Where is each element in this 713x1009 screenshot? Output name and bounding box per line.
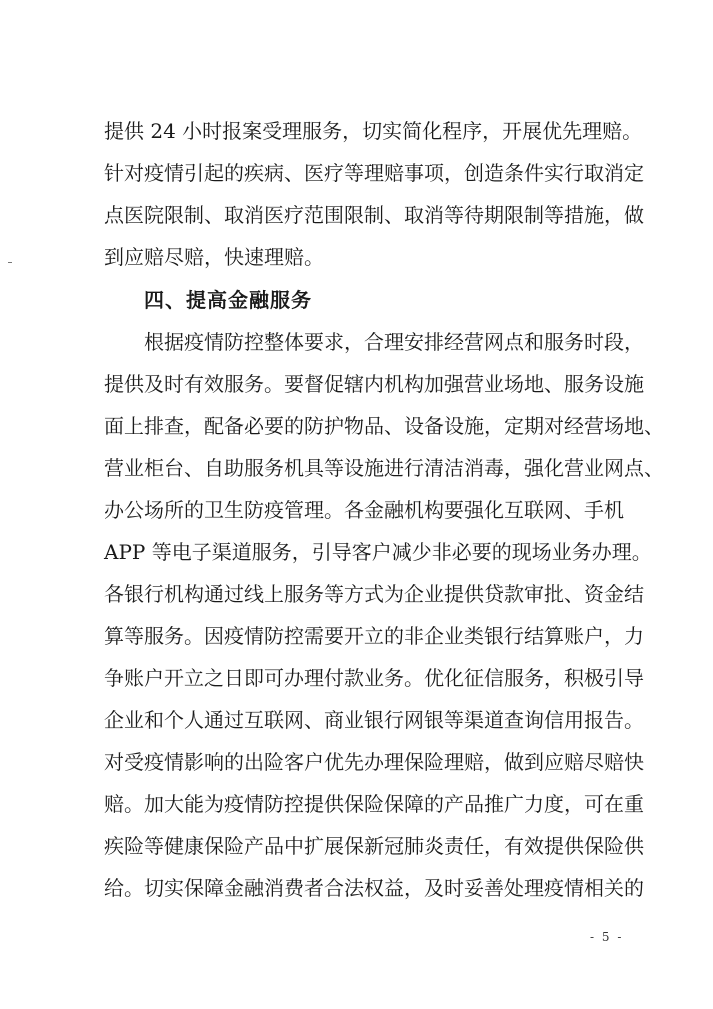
text-line: 点医院限制、取消医疗范围限制、取消等待期限制等措施，做 [104, 203, 644, 227]
text-line: 营业柜台、自助服务机具等设施进行清洁消毒，强化营业网点、 [104, 456, 664, 480]
page-number: - 5 - [590, 930, 624, 944]
text-line: 对受疫情影响的出险客户优先办理保险理赔，做到应赔尽赔快 [104, 750, 644, 774]
text-line: 提供 24 小时报案受理服务，切实简化程序，开展优先理赔。 [104, 119, 643, 143]
text-line: 面上排查，配备必要的防护物品、设备设施，定期对经营场地、 [104, 414, 664, 438]
text-line: APP 等电子渠道服务，引导客户减少非必要的现场业务办理。 [104, 540, 652, 564]
text-line: 各银行机构通过线上服务等方式为企业提供贷款审批、资金结 [104, 582, 644, 606]
text-line: 提供及时有效服务。要督促辖内机构加强营业场地、服务设施 [104, 372, 644, 396]
text-line: 赔。加大能为疫情防控提供保险保障的产品推广力度，可在重 [104, 792, 644, 816]
text-line: 针对疫情引起的疾病、医疗等理赔事项，创造条件实行取消定 [104, 161, 644, 185]
section-heading: 四、提高金融服务 [144, 288, 312, 312]
text-line: 争账户开立之日即可办理付款业务。优化征信服务，积极引导 [104, 666, 644, 690]
text-line: 企业和个人通过互联网、商业银行网银等渠道查询信用报告。 [104, 708, 644, 732]
text-line: 到应赔尽赔，快速理赔。 [104, 245, 324, 269]
paragraph-first-line: 根据疫情防控整体要求，合理安排经营网点和服务时段， [144, 330, 644, 354]
text-line: 给。切实保障金融消费者合法权益，及时妥善处理疫情相关的 [104, 876, 644, 900]
text-line: 疾险等健康保险产品中扩展保新冠肺炎责任，有效提供保险供 [104, 834, 644, 858]
text-line: 办公场所的卫生防疫管理。各金融机构要强化互联网、手机 [104, 498, 624, 522]
text-line: 算等服务。因疫情防控需要开立的非企业类银行结算账户，力 [104, 624, 644, 648]
scan-margin-mark [8, 262, 12, 263]
